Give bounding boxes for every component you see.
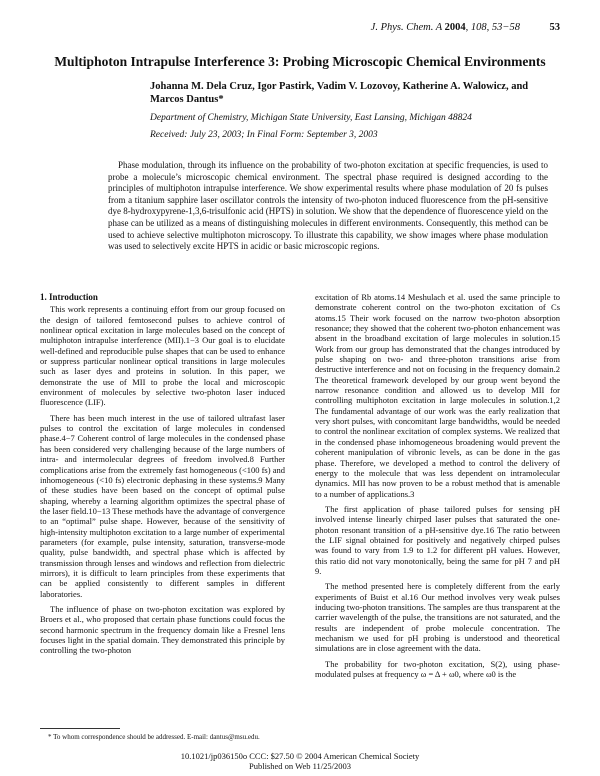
page-footer	[0, 751, 600, 771]
author-list: Johanna M. Dela Cruz, Igor Pastirk, Vadim V. Lozovoy, Katherine A. Walowicz, and Marcos Dantus*	[150, 81, 529, 105]
correspondence-footnote: * To whom correspondence should be addressed. E-mail: dantus@msu.edu.	[48, 733, 260, 741]
running-header	[40, 22, 560, 36]
paragraph: The influence of phase on two-photon excitation was explored by Broers et al., who proposed that certain phase functions could focus the second harmonic spectrum in the frequency domain like a Fresnel lens focuses light in the spatial domain. They demonstrated this principle by controlling the two-photon	[40, 603, 285, 656]
right-column	[315, 292, 560, 679]
page-number: 53	[549, 22, 560, 33]
paragraph: The probability for two-photon excitation, S(2), using phase-modulated pulses at frequency ω = Δ + ω0, where ω0 is the	[315, 658, 560, 680]
abstract: Phase modulation, through its influence on the probability of two-photon excitation at specific frequencies, is used to probe a molecule’s microscopic chemical environment. The spectral phase required is designed according to the principles of multiphoton intrapulse interference. We show experimental results where phase modulation of 20 fs pulses from a titanium sapphire laser oscillator controls the intensity of two-photon induced fluorescence from the pH-sensitive dye 8-hydroxypyrene-1,3,6-trisulfonic acid (HPTS) in solution. We show that the dependence of fluorescence yield on the phase can be utilized as a means of distinguishing molecules in different environments. Consequently, this method can be used to achieve selective multiphoton microscopy. To illustrate this capability, we show images where phase modulation was used to selectively excite HPTS in acidic or basic microscopic regions.	[108, 160, 548, 252]
left-column	[40, 292, 285, 656]
section-heading: 1. Introduction	[40, 292, 98, 302]
paragraph: The method presented here is completely different from the early experiments of Buist et al.16 Our method involves very weak pulses inducing two-photon transitions. The samples are thus transparent at the carrier wavelength of the pulse, the transitions are not saturated, and the results are independent of probe molecule concentration. The mechanism we used for pH probing is understood and theoretical simulations are in close agreement with the data.	[315, 581, 560, 654]
author-affiliation: Department of Chemistry, Michigan State University, East Lansing, Michigan 48824	[150, 113, 472, 123]
publication-date-line: Published on Web 11/25/2003	[248, 761, 352, 771]
article-title: Multiphoton Intrapulse Interference 3: Probing Microscopic Chemical Environments	[54, 54, 546, 69]
doi-copyright-line: 10.1021/jp036150o CCC: $27.50 © 2004 American Chemical Society	[180, 751, 420, 761]
paragraph: The first application of phase tailored pulses for sensing pH involved intense linearly chirped laser pulses that saturated the one-photon resonant transition of a pH-sensitive dye.16 The ratio between the LIF signal obtained for positively and negatively chirped pulses was found to vary from 1.9 to 1.2 for different pH values. However, this ratio did not vary monotonically, being the same for pH 7 and pH 9.	[315, 503, 560, 576]
paragraph: There has been much interest in the use of tailored ultrafast laser pulses to control the excitation of large molecules in condensed phase.4−7 Coherent control of large molecules in the condensed phase has been considered very challenging because of the large numbers of intra- and intermolecular degrees of freedom involved.8 Further complications arise from the extremely fast homogeneous (<100 fs) and inhomogeneous (<10 fs) electronic dephasing in these systems.9 Many of these studies have been based on the concept of optimal pulse shaping, whereby a learning algorithm optimizes the spectral phase of the laser field.10−13 These methods have the advantage of convergence to an “optimal” pulse shape. However, because of the sensitivity of high-intensity multiphoton excitation to a large number of experimental parameters (for example, pulse intensity, saturation, transverse-mode quality, pulse bandwidth, and spectral phase which is affected by transmission through lenses and windows and reflection from dielectric mirrors), it is difficult to learn principles from these experiments that can be applied consistently to different samples in different laboratories.	[40, 412, 285, 599]
paragraph: This work represents a continuing effort from our group focused on the design of tailored femtosecond pulses to achieve control of nonlinear optical excitation in large molecules based on the concept of multiphoton intrapulse interference (MII).1−3 Our goal is to elucidate well-defined and reproducible pulse shapes that can be used to enhance or suppress particular nonlinear optical transitions in large molecules such as laser dyes and proteins in solution. In this paper, we demonstrate the use of MII to probe the local and microscopic environment of molecules by selective two-photon laser induced fluorescence (LIF).	[40, 304, 285, 408]
paragraph: excitation of Rb atoms.14 Meshulach et al. used the same principle to demonstrate coherent control on the two-photon excitation of Cs atoms.15 Their work focused on the narrow two-photon absorption resonance; they showed that the coherent two-photon enhancement was absent in the broadband excitation of large molecules in solution.15 Work from our group has demonstrated that the changes introduced by pulse shaping on two- and three-photon transitions arise from destructive interference and not on focusing in the frequency domain.2 The theoretical framework developed by our group went beyond the narrow resonance condition and allowed us to develop MII for controlling multiphoton excitation in large molecules in solution.1,2 The fundamental advantage of our work was the early realization that very short pulses, with concomitant large bandwidths, would be needed to control the nonlinear excitation of complex systems. We realized that in the condensed phase inhomogeneous broadening would prevent the coherent manipulation of vibronic levels, as can be done in the gas phase. Therefore, we developed a method to control the delivery of energy to the molecule that was less dependent on intramolecular dynamics. MII has now proven to be a robust method that is amenable to a number of applications.3	[315, 292, 560, 499]
journal-citation: J. Phys. Chem. A 2004, 108, 53−58	[370, 22, 520, 33]
received-dates: Received: July 23, 2003; In Final Form: September 3, 2003	[150, 130, 378, 140]
footnote-divider	[40, 728, 120, 729]
